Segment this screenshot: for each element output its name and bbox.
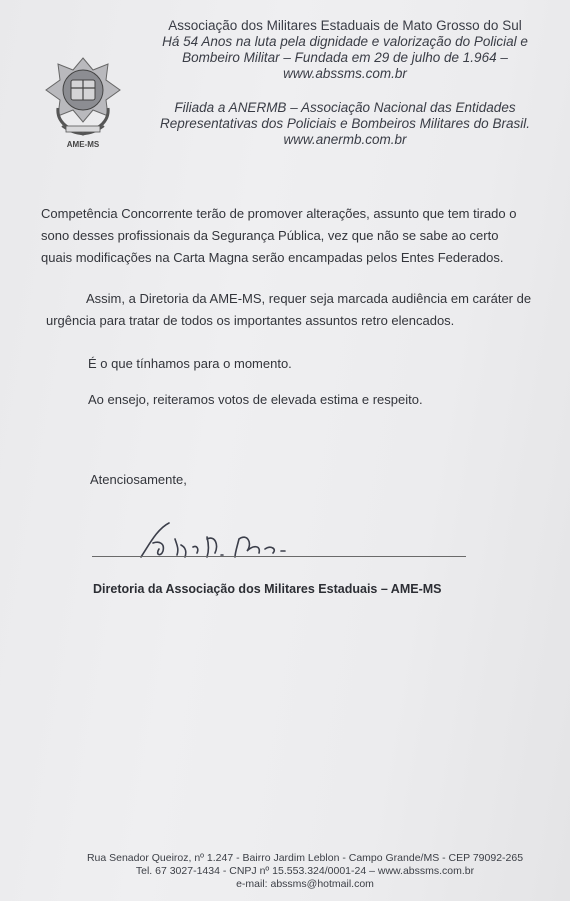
- paragraph-2-line-1: Assim, a Diretoria da AME-MS, requer seja marcada audiência em caráter de: [86, 291, 532, 306]
- affiliation-line-1: Filiada a ANERMB – Associação Nacional das Entidades: [174, 100, 516, 115]
- paragraph-2: [86, 288, 556, 310]
- letterhead: [130, 18, 560, 82]
- footer: [60, 852, 550, 891]
- paragraph-1-line-1: Competência Concorrente terão de promover alterações, assunto que tem tirado o: [41, 206, 517, 221]
- logo-label: AME-MS: [66, 140, 100, 149]
- signature-line: [92, 556, 466, 557]
- paragraph-4: Ao ensejo, reiteramos votos de elevada estima e respeito.: [88, 392, 423, 407]
- affiliation-website: www.anermb.com.br: [283, 132, 407, 147]
- org-tagline: Há 54 Anos na luta pela dignidade e valorização do Policial e: [162, 34, 528, 49]
- org-website: www.abssms.com.br: [283, 66, 407, 81]
- affiliation-line-2: Representativas dos Policiais e Bombeiros Militares do Brasil.: [160, 116, 530, 131]
- paragraph-3: É o que tínhamos para o momento.: [88, 356, 292, 371]
- org-name: Associação dos Militares Estaduais de Mato Grosso do Sul: [168, 18, 522, 33]
- footer-phone: Tel. 67 3027-1434 - CNPJ nº 15.553.324/0001-24 – www.abssms.com.br: [135, 865, 475, 877]
- paragraph-1-line-3: quais modificações na Carta Magna serão encampadas pelos Entes Federados.: [41, 250, 504, 265]
- signer-name: Diretoria da Associação dos Militares Estaduais – AME-MS: [93, 582, 442, 596]
- org-founded: Bombeiro Militar – Fundada em 29 de julho de 1.964 –: [182, 50, 508, 65]
- closing-salutation: Atenciosamente,: [90, 472, 187, 487]
- paragraph-2-cont: [46, 310, 562, 332]
- footer-email: e-mail: abssms@hotmail.com: [236, 878, 374, 890]
- handwritten-signature: [135, 515, 315, 565]
- paragraph-2-line-2: urgência para tratar de todos os importantes assuntos retro elencados.: [46, 313, 455, 328]
- paragraph-1-line-2: sono desses profissionais da Segurança Pública, vez que não se sabe ao certo: [41, 228, 499, 243]
- affiliation-block: [130, 100, 560, 148]
- coat-of-arms-emblem-icon: [44, 56, 122, 152]
- footer-address: Rua Senador Queiroz, nº 1.247 - Bairro Jardim Leblon - Campo Grande/MS - CEP 79092-265: [86, 852, 524, 864]
- paragraph-1: [41, 203, 557, 269]
